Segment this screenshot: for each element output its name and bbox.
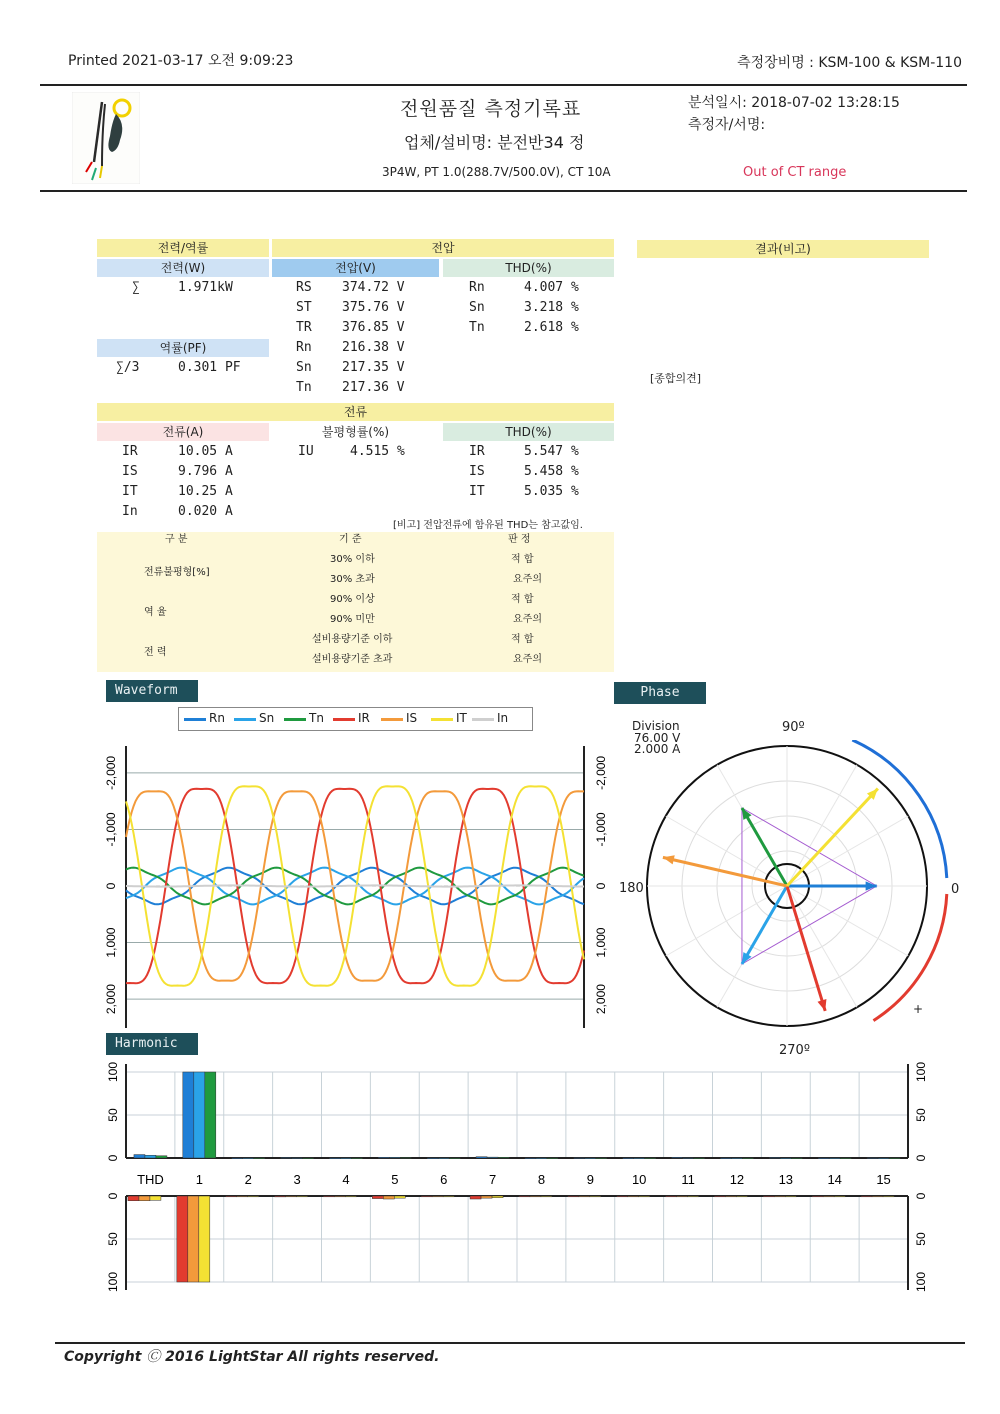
criteria-header: 구 분	[165, 534, 188, 545]
harmonic-bar-is	[872, 1196, 883, 1197]
harmonic-bar-is	[139, 1196, 150, 1201]
harmonic-bar-is	[188, 1196, 199, 1282]
harmonic-bar-it	[394, 1196, 405, 1198]
harmonic-bar-ir	[275, 1196, 286, 1197]
harmonic-bar-tn	[400, 1158, 411, 1159]
y-tick-left: 1,000	[104, 927, 119, 958]
harmonic-bar-rn	[525, 1158, 536, 1159]
harmonic-bar-tn	[791, 1158, 802, 1159]
harmonic-bar-sn	[878, 1158, 889, 1159]
y-tick-left: -1,000	[104, 812, 119, 847]
harmonic-bar-sn	[340, 1158, 351, 1159]
current-thd-value: 5.035 %	[524, 484, 579, 499]
harmonic-bar-is	[286, 1196, 297, 1197]
harmonic-bar-it	[639, 1196, 650, 1197]
harmonic-bar-ir	[323, 1196, 334, 1197]
harmonic-x-label: 6	[440, 1172, 448, 1187]
harmonic-bar-sn	[829, 1158, 840, 1159]
report-title: 전원품질 측정기록표	[400, 98, 582, 120]
criteria-judgement: 요주의	[513, 574, 542, 585]
harmonic-x-label: 8	[537, 1172, 546, 1187]
harmonic-bar-ir	[226, 1196, 237, 1197]
power-w-header: 전력(W)	[97, 259, 269, 277]
harmonic-bar-it	[492, 1196, 503, 1198]
phase-tag: Phase	[614, 682, 706, 704]
voltage-row-value: 376.85 V	[342, 320, 405, 335]
printed-date: Printed 2021-03-17 오전 9:09:23	[68, 53, 294, 69]
current-row-name: IS	[122, 464, 138, 479]
y-tick-right: 0	[594, 882, 609, 890]
harmonic-bar-ir	[519, 1196, 530, 1197]
harmonic-x-label: THD	[137, 1172, 164, 1187]
harmonic-bar-sn	[292, 1158, 303, 1159]
criteria-standard: 90% 이상	[330, 594, 375, 605]
harmonic-bar-ir	[128, 1196, 139, 1201]
criteria-judgement: 적 합	[511, 554, 534, 565]
voltage-thd-header: THD(%)	[443, 259, 614, 277]
harmonic-bar-it	[150, 1196, 161, 1200]
harmonic-bar-it	[541, 1196, 552, 1197]
harmonic-bar-sn	[731, 1158, 742, 1159]
current-row-value: 0.020 A	[178, 504, 233, 519]
phase-division-current: 2.000 A	[634, 742, 681, 756]
phase-label-0: 0	[951, 882, 960, 897]
harmonic-bar-rn	[378, 1157, 389, 1158]
legend-swatch	[431, 718, 453, 721]
harmonic-bar-sn	[389, 1157, 400, 1158]
overall-opinion-label: [종합의견]	[650, 372, 702, 385]
harmonic-x-label: 10	[631, 1172, 647, 1187]
current-thd-value: 5.458 %	[524, 464, 579, 479]
harmonic-bar-ir	[421, 1196, 432, 1197]
voltage-thd-name: Rn	[469, 280, 485, 295]
harmonic-bar-rn	[232, 1158, 243, 1159]
voltage-row-name: RS	[296, 280, 312, 295]
harmonic-y-tick-right: 0	[914, 1192, 929, 1200]
harmonic-bar-sn	[438, 1158, 449, 1159]
harmonic-bar-is	[774, 1196, 785, 1197]
legend-swatch	[184, 718, 206, 721]
criteria-group-name: 전 력	[144, 647, 167, 658]
harmonic-bar-it	[834, 1196, 845, 1197]
harmonic-bar-tn	[694, 1158, 705, 1159]
harmonic-x-label: 5	[391, 1172, 399, 1187]
copyright: Copyright Ⓒ 2016 LightStar All rights reserved.	[64, 1349, 440, 1365]
voltage-row-name: Tn	[296, 380, 312, 395]
harmonic-bar-it	[443, 1196, 454, 1197]
criteria-judgement: 적 합	[511, 594, 534, 605]
y-tick-right: 2,000	[594, 984, 609, 1015]
voltage-row-value: 216.38 V	[342, 340, 405, 355]
harmonic-x-label: 11	[681, 1172, 695, 1187]
harmonic-bar-rn	[720, 1158, 731, 1159]
harmonic-bar-it	[297, 1196, 308, 1197]
harmonic-bar-is	[530, 1196, 541, 1197]
footer-rule	[55, 1342, 965, 1344]
legend-swatch	[284, 718, 306, 721]
current-row-name: IR	[122, 444, 138, 459]
pf-name: ∑/3	[116, 360, 140, 375]
legend-label: Rn	[209, 711, 225, 725]
measurement-config: 3P4W, PT 1.0(288.7V/500.0V), CT 10A	[382, 165, 611, 179]
legend-swatch	[234, 718, 256, 721]
harmonic-bar-rn	[476, 1157, 487, 1158]
current-row-name: In	[122, 504, 138, 519]
harmonic-bar-is	[677, 1196, 688, 1197]
harmonic-bar-ir	[812, 1196, 823, 1197]
harmonic-x-label: 1	[195, 1172, 203, 1187]
harmonic-bar-it	[883, 1196, 894, 1197]
criteria-group-name: 역 율	[144, 607, 167, 618]
harmonic-bar-it	[248, 1196, 259, 1197]
phase-division-voltage: 76.00 V	[634, 731, 681, 745]
harmonic-bar-sn	[780, 1158, 791, 1159]
waveform-chart	[100, 740, 620, 1030]
harmonic-x-label: 2	[244, 1172, 252, 1187]
harmonic-x-label: 4	[342, 1172, 350, 1187]
header-top-rule	[40, 84, 967, 86]
harmonic-bar-rn	[329, 1158, 340, 1159]
unbalance-value: 4.515 %	[350, 444, 405, 459]
harmonic-y-tick-left: 0	[106, 1154, 121, 1162]
criteria-standard: 설비용량기준 초과	[312, 654, 393, 665]
y-tick-left: 0	[104, 882, 119, 890]
phase-diagram	[640, 740, 960, 1040]
voltage-row-value: 217.36 V	[342, 380, 405, 395]
harmonic-bar-rn	[623, 1158, 634, 1159]
harmonic-bar-tn	[351, 1158, 362, 1159]
phase-label-270: 270º	[779, 1043, 810, 1058]
criteria-standard: 90% 미만	[330, 614, 375, 625]
voltage-row-name: Rn	[296, 340, 312, 355]
harmonic-bar-ir	[666, 1196, 677, 1197]
harmonic-y-tick-left: 100	[106, 1061, 121, 1083]
phase-division-label: Division	[632, 719, 680, 733]
harmonic-x-label: 3	[293, 1172, 301, 1187]
y-tick-right: 1,000	[594, 927, 609, 958]
voltage-row-name: TR	[296, 320, 312, 335]
voltage-group-header: 전압	[272, 239, 614, 257]
legend-label: Sn	[259, 711, 275, 725]
harmonic-y-tick-right: 100	[914, 1271, 929, 1293]
voltage-v-header: 전압(V)	[272, 259, 439, 277]
phase-label-90: 90º	[782, 720, 805, 735]
harmonic-bar-tn	[840, 1158, 851, 1159]
voltage-thd-value: 3.218 %	[524, 300, 579, 315]
current-a-header: 전류(A)	[97, 423, 269, 441]
current-thd-name: IT	[469, 484, 485, 499]
legend-label: IR	[358, 711, 370, 725]
harmonic-y-tick-right: 50	[914, 1232, 929, 1246]
harmonic-x-label: 15	[876, 1172, 891, 1187]
unbalance-name: IU	[298, 444, 314, 459]
harmonic-bar-is	[481, 1196, 492, 1198]
harmonic-chart	[100, 1056, 940, 1300]
header-bottom-rule	[40, 190, 967, 192]
voltage-row-name: Sn	[296, 360, 312, 375]
harmonic-bar-is	[725, 1196, 736, 1197]
harmonic-bar-tn	[596, 1158, 607, 1159]
harmonic-x-label: 9	[586, 1172, 594, 1187]
legend-label: In	[497, 711, 509, 725]
harmonic-bar-ir	[372, 1196, 383, 1199]
harmonic-y-tick-right: 50	[914, 1108, 929, 1122]
criteria-standard: 설비용량기준 이하	[312, 634, 393, 645]
power-sum-name: ∑	[132, 280, 140, 295]
harmonic-bar-sn	[487, 1157, 498, 1158]
current-row-value: 10.25 A	[178, 484, 233, 499]
y-tick-right: -1,000	[594, 812, 609, 847]
harmonic-bar-ir	[861, 1196, 872, 1197]
harmonic-bar-rn	[867, 1158, 878, 1159]
harmonic-y-tick-right: 100	[914, 1061, 929, 1083]
current-thd-name: IS	[469, 464, 485, 479]
operator-signature: 측정자/서명:	[688, 117, 766, 133]
harmonic-bar-tn	[205, 1072, 216, 1158]
waveform-tag: Waveform	[106, 680, 198, 702]
harmonic-x-label: 13	[778, 1172, 794, 1187]
legend-swatch	[381, 718, 403, 721]
voltage-row-value: 375.76 V	[342, 300, 405, 315]
power-group-header: 전력/역률	[97, 239, 269, 257]
harmonic-bar-it	[590, 1196, 601, 1197]
criteria-judgement: 요주의	[513, 614, 542, 625]
harmonic-bar-is	[383, 1196, 394, 1199]
thd-note: [비고] 전압전류에 함유된 THD는 참고값임.	[393, 520, 583, 531]
harmonic-bar-is	[823, 1196, 834, 1197]
result-header: 결과(비고)	[637, 240, 929, 258]
harmonic-bar-sn	[634, 1158, 645, 1159]
harmonic-bar-sn	[536, 1158, 547, 1159]
harmonic-bar-it	[688, 1196, 699, 1197]
harmonic-bar-tn	[498, 1157, 509, 1158]
harmonic-bar-rn	[574, 1158, 585, 1159]
harmonic-x-label: 12	[729, 1172, 745, 1187]
legend-label: IT	[456, 711, 467, 725]
harmonic-bar-tn	[547, 1158, 558, 1159]
harmonic-bar-tn	[254, 1158, 265, 1159]
harmonic-bar-rn	[134, 1155, 145, 1158]
power-sum-value: 1.971kW	[178, 280, 233, 295]
analysis-date: 분석일시: 2018-07-02 13:28:15	[688, 95, 900, 111]
harmonic-bar-rn	[427, 1158, 438, 1159]
harmonic-bar-is	[237, 1196, 248, 1197]
harmonic-bar-sn	[194, 1072, 205, 1158]
harmonic-bar-sn	[145, 1155, 156, 1158]
criteria-standard: 30% 초과	[330, 574, 375, 585]
harmonic-bar-rn	[183, 1072, 194, 1158]
voltage-thd-value: 2.618 %	[524, 320, 579, 335]
harmonic-tag: Harmonic	[106, 1033, 198, 1055]
harmonic-x-label: 7	[488, 1172, 497, 1187]
harmonic-bar-tn	[889, 1158, 900, 1159]
harmonic-bar-is	[334, 1196, 345, 1197]
voltage-thd-value: 4.007 %	[524, 280, 579, 295]
harmonic-bar-tn	[645, 1158, 656, 1159]
legend-swatch	[472, 718, 494, 721]
criteria-judgement: 적 합	[511, 634, 534, 645]
harmonic-bar-rn	[672, 1157, 683, 1158]
y-tick-left: -2,000	[104, 755, 119, 790]
criteria-judgement: 요주의	[513, 654, 542, 665]
current-row-name: IT	[122, 484, 138, 499]
harmonic-bar-is	[628, 1196, 639, 1197]
harmonic-bar-tn	[742, 1158, 753, 1159]
harmonic-y-tick-left: 50	[106, 1108, 121, 1122]
voltage-row-name: ST	[296, 300, 312, 315]
harmonic-bar-tn	[449, 1158, 460, 1159]
current-row-value: 9.796 A	[178, 464, 233, 479]
criteria-standard: 30% 이하	[330, 554, 375, 565]
company-equipment: 업체/설비명: 분전반34 정	[404, 133, 585, 152]
y-tick-right: -2,000	[594, 755, 609, 790]
harmonic-bar-rn	[818, 1158, 829, 1159]
pf-header: 역률(PF)	[97, 339, 269, 357]
phase-plus: +	[913, 1002, 924, 1016]
harmonic-bar-ir	[763, 1196, 774, 1197]
criteria-header: 판 정	[508, 534, 531, 545]
unbalance-header: 불평형률(%)	[321, 425, 390, 439]
harmonic-bar-it	[736, 1196, 747, 1197]
harmonic-bar-sn	[585, 1158, 596, 1159]
harmonic-bar-it	[199, 1196, 210, 1282]
current-thd-header: THD(%)	[443, 423, 614, 441]
voltage-row-value: 217.35 V	[342, 360, 405, 375]
harmonic-x-label: 14	[827, 1172, 842, 1187]
criteria-group-name: 전류불평형[%]	[144, 567, 210, 578]
harmonic-bar-ir	[177, 1196, 188, 1282]
pf-value: 0.301 PF	[178, 360, 241, 375]
harmonic-bar-is	[432, 1196, 443, 1197]
legend-label: Tn	[309, 711, 324, 725]
harmonic-y-tick-left: 100	[106, 1271, 121, 1293]
harmonic-y-tick-right: 0	[914, 1154, 929, 1162]
current-group-header: 전류	[97, 403, 614, 421]
current-thd-name: IR	[469, 444, 485, 459]
phase-label-180: 180	[619, 881, 644, 896]
voltage-thd-name: Tn	[469, 320, 485, 335]
harmonic-bar-it	[345, 1196, 356, 1197]
harmonic-bar-ir	[470, 1196, 481, 1199]
device-name: 측정장비명 : KSM-100 & KSM-110	[737, 55, 962, 71]
y-tick-left: 2,000	[104, 984, 119, 1015]
voltage-row-value: 374.72 V	[342, 280, 405, 295]
harmonic-bar-tn	[303, 1158, 314, 1159]
harmonic-bar-sn	[683, 1158, 694, 1159]
criteria-header: 기 준	[339, 534, 362, 545]
harmonic-bar-sn	[243, 1158, 254, 1159]
ct-range-warning: Out of CT range	[743, 165, 847, 180]
voltage-thd-name: Sn	[469, 300, 485, 315]
clamp-meter-logo	[72, 92, 140, 184]
harmonic-bar-tn	[156, 1156, 167, 1158]
harmonic-bar-rn	[769, 1158, 780, 1159]
legend-swatch	[333, 718, 355, 721]
harmonic-y-tick-left: 50	[106, 1232, 121, 1246]
harmonic-bar-rn	[281, 1158, 292, 1159]
legend-label: IS	[406, 711, 418, 725]
harmonic-bar-is	[579, 1196, 590, 1197]
harmonic-y-tick-left: 0	[106, 1192, 121, 1200]
harmonic-bar-it	[785, 1196, 796, 1197]
current-thd-value: 5.547 %	[524, 444, 579, 459]
harmonic-bar-ir	[714, 1196, 725, 1197]
harmonic-bar-ir	[617, 1196, 628, 1197]
current-row-value: 10.05 A	[178, 444, 233, 459]
harmonic-bar-ir	[568, 1196, 579, 1197]
